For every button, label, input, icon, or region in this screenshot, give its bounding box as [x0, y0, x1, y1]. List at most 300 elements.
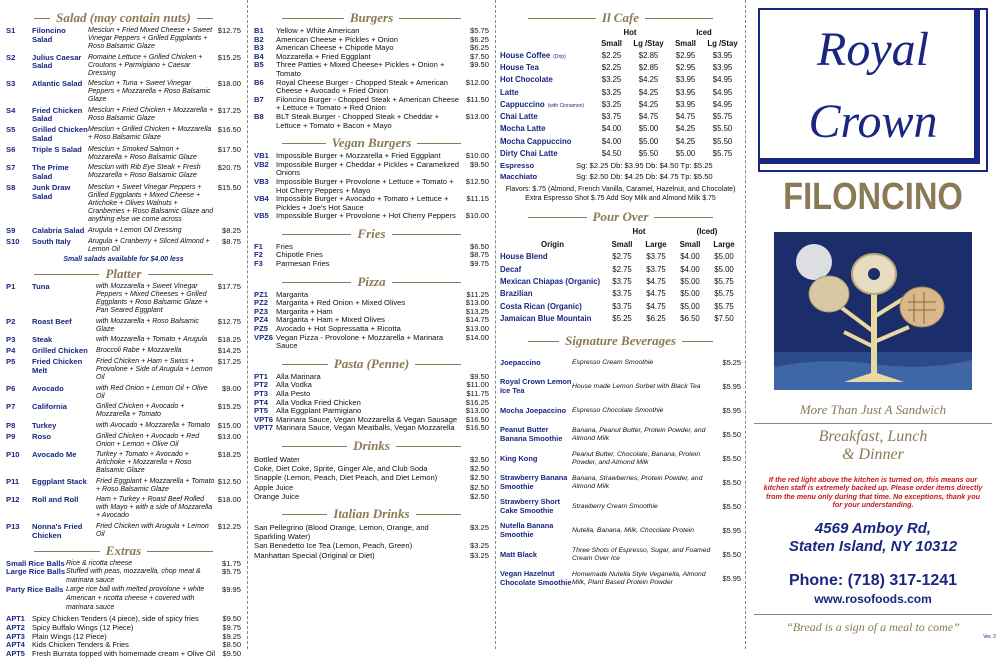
item-code: B8: [254, 111, 264, 121]
item-code: PZ2: [254, 298, 268, 308]
menu-item: [6, 227, 241, 236]
cafe-hot-header: Hot: [623, 28, 637, 37]
price-cell: $5.00: [680, 301, 700, 311]
item-price: $3.25: [469, 522, 489, 532]
cafe-row: [500, 123, 741, 135]
pour-row: [500, 250, 741, 262]
item-description: Grilled Chicken + Avocado + Red Onion + Lemon + Olive Oil: [96, 432, 200, 448]
price-cell: $2.85: [638, 62, 659, 72]
drink-name-text: Latte: [500, 87, 519, 97]
menu-item: [6, 336, 241, 345]
item-name: Royal Crown Lemon Ice Tea: [500, 377, 572, 395]
item-name: Joepaccino: [500, 357, 541, 367]
vegan-burgers-list: [254, 152, 489, 221]
item-description: with Red Onion + Lemon Oil + Olive Oil: [96, 384, 208, 400]
item-code: PZ1: [254, 289, 268, 299]
signature-item: [500, 472, 741, 494]
origin-name: Brazilian: [500, 289, 533, 299]
price-cell: $7.50: [714, 314, 734, 324]
item-price: $5.50: [722, 454, 741, 464]
signature-heading: Signature Beverages: [500, 333, 741, 348]
price-cell: $3.25: [601, 99, 622, 109]
item-name: Chipotle Fries: [276, 250, 323, 260]
pour-origin-header: Origin: [541, 239, 564, 249]
item-code: P12: [6, 495, 20, 505]
pasta-list: [254, 373, 489, 433]
item-price: $13.00: [465, 324, 489, 334]
item-price: $9.50: [469, 60, 489, 70]
item-name: Atlantic Salad: [32, 79, 83, 88]
item-name: Yellow + White American: [276, 26, 360, 35]
item-price: $11.25: [466, 289, 489, 299]
price-cell: $6.50: [680, 314, 700, 324]
cafe-small-header: Small: [601, 39, 622, 48]
item-description: with Avocado + Mozzarella + Tomato: [96, 421, 211, 429]
item-name: King Kong: [500, 453, 538, 463]
item-price: $18.00: [217, 79, 241, 88]
price-cell: $4.25: [638, 75, 659, 85]
appetizer-item: [6, 650, 241, 658]
item-price: $5.50: [722, 430, 741, 440]
fries-list: [254, 243, 489, 269]
signature-item: [500, 448, 741, 470]
menu-item: [6, 496, 241, 520]
item-code: PT2: [254, 380, 268, 390]
price-cell: $3.95: [712, 62, 733, 72]
item-code: S6: [6, 144, 16, 154]
item-price: $17.25: [217, 105, 241, 115]
item-name: Apple Juice: [254, 482, 294, 492]
item-name: Fries: [276, 241, 293, 251]
price-cell: $3.95: [675, 87, 696, 97]
menu-item: [6, 126, 241, 143]
item-price: $8.50: [222, 640, 241, 650]
price-cell: $5.00: [675, 149, 696, 159]
price-cell: $3.75: [612, 276, 632, 286]
cafe-row: [500, 49, 741, 61]
price-cell: $3.25: [601, 75, 622, 85]
price-cell: $4.25: [675, 124, 696, 134]
item-description: Mesclun + Fried Mixed Cheese + Sweet Vinegar Peppers + Grilled Eggplants + Roso Balsamic Glaze: [88, 27, 213, 50]
item-price: $20.75: [217, 163, 241, 173]
item-price: $12.75: [217, 26, 241, 35]
item-description: Turkey + Tomato + Avocado + Artichoke + Mozzarella + Roso Balsamic Glaze: [96, 451, 192, 475]
item-name: Party Rice Balls: [6, 585, 64, 595]
item-code: PT1: [254, 371, 268, 381]
item-price: $11.00: [466, 380, 489, 390]
price-cell: $3.75: [601, 112, 622, 122]
item-description: Arugula + Cranberry + Sliced Almond + Lemon Oil: [88, 237, 210, 253]
cafe-table: [500, 27, 741, 160]
origin-name: Jamaican Blue Mountain: [500, 314, 592, 324]
item-price: $5.75: [469, 26, 489, 35]
item-name: Grilled Chicken: [32, 346, 88, 356]
price-cell: $4.00: [601, 136, 622, 146]
drink-name: [500, 123, 593, 135]
item-code: P2: [6, 316, 16, 326]
item-price: $5.50: [722, 550, 741, 560]
item-price: $6.25: [469, 34, 489, 44]
price-cell: $4.25: [638, 87, 659, 97]
item-price: $9.95: [221, 585, 241, 595]
price-cell: $4.00: [601, 124, 622, 134]
price-cell: $4.75: [646, 289, 666, 299]
tagline: More Than Just A Sandwich: [799, 402, 947, 417]
item-price: $15.25: [217, 402, 241, 412]
pizza-list: [254, 291, 489, 351]
item-name: Kids Chicken Tenders & Fries: [32, 640, 129, 650]
item-name: Margarita: [276, 289, 309, 299]
item-code: PZ4: [254, 315, 268, 325]
item-description: Espresso Cream Smoothie: [572, 358, 654, 366]
drink-note: (Drip): [553, 53, 566, 60]
extras-heading: Extras: [6, 543, 241, 558]
item-name: Coke, Diet Coke, Sprite, Ginger Ale, and Club Soda: [254, 464, 428, 474]
item-price: $16.50: [217, 125, 241, 135]
menu-item: [6, 238, 241, 254]
item-code: PZ3: [254, 306, 268, 316]
item-description: Homemade Nutella Style Veganella, Almond Milk, Plant Based Protein Powder: [572, 570, 706, 586]
price-cell: $3.75: [612, 289, 632, 299]
website-link[interactable]: www.rosofoods.com: [814, 592, 932, 606]
pour-over-heading: Pour Over: [500, 209, 741, 224]
cafe-large-header: Lg /Stay: [707, 39, 738, 48]
item-name: Royal Cheese Burger - Chopped Steak + American Cheese + Avocado + Fried Onion: [276, 77, 449, 96]
drink-name-text: Hot Chocolate: [500, 75, 553, 85]
item-price: $5.50: [722, 478, 741, 488]
item-name: Impossible Burger + Mozzarella + Fried Eggplant: [276, 151, 441, 161]
pour-small-header: Small: [679, 239, 701, 249]
item-price: $13.00: [217, 431, 241, 441]
price-cell: $5.50: [712, 124, 733, 134]
item-price: $1.75: [221, 558, 241, 568]
item-name: Fresh Burrata topped with homemade cream + Olive Oil: [32, 648, 215, 658]
kitchen-warning: If the red light above the kitchen is turned on, this means our kitchen staff is extremely backed up. Please order items directly from the menu only during that time. No exceptions, thank you for your understanding.: [763, 475, 983, 510]
cafe-large-header: Lg /Stay: [633, 39, 664, 48]
espresso-row: Espresso Sg: $2.25 Db: $3.95 Db: $4.50 Tp: $5.25: [500, 160, 713, 170]
item-description: Arugula + Lemon Oil Dressing: [88, 226, 182, 234]
item-price: $18.25: [217, 335, 241, 345]
pizza-heading: Pizza: [254, 274, 489, 289]
price-cell: $5.00: [714, 252, 734, 262]
item-description: Ham + Turkey + Roast Beef Rolled with Mayo + with a side of Mozzarella + Avocado: [96, 496, 213, 520]
item-price: $16.25: [465, 397, 489, 407]
item-code: S8: [6, 183, 16, 193]
item-code: B3: [254, 43, 264, 53]
vegan-heading: Vegan Burgers: [254, 135, 489, 150]
divider: [754, 423, 992, 424]
item-name: Margarita + Red Onion + Mixed Olives: [276, 298, 406, 308]
item-description: Three Shots of Espresso, Sugar, and Foamed Cream Over Ice: [572, 546, 711, 562]
menu-item: [6, 54, 241, 78]
pour-row: [500, 312, 741, 324]
item-description: Peanut Butter, Chocolate, Banana, Protein Powder, and Almond Milk: [572, 450, 701, 466]
price-cell: $2.25: [601, 62, 622, 72]
item-code: VB1: [254, 151, 269, 161]
flavors-note: Flavors: $.75 (Almond, French Vanilla, Caramel, Hazelnut, and Chocolate) Extra Espresso Shot $.75 Add Soy Milk and Almond Milk $.75: [505, 185, 736, 202]
item-code: P1: [6, 282, 16, 292]
item-name: Strawberry Short Cake Smoothie: [500, 497, 560, 515]
price-cell: $3.95: [675, 75, 696, 85]
signature-item: [500, 352, 741, 374]
price-cell: $3.75: [646, 264, 666, 274]
item-name: Alla Eggplant Parmigiano: [276, 406, 362, 416]
drink-item: [254, 523, 489, 541]
item-price: $2.50: [469, 482, 489, 492]
item-price: $11.15: [466, 194, 489, 204]
item-price: $17.50: [217, 144, 241, 154]
item-description: Fried Chicken + Ham + Swiss + Provolone + Side of Arugula + Lemon Oil: [96, 358, 213, 382]
item-name: Alla Vodka: [276, 380, 312, 390]
price-cell: $5.75: [714, 276, 734, 286]
pour-large-header: Large: [713, 239, 735, 249]
menu-item: [254, 424, 489, 433]
pour-row: [500, 275, 741, 287]
brand-column: [746, 0, 1000, 649]
cafe-row: [500, 74, 741, 86]
drink-name-text: House Tea: [500, 62, 539, 72]
drink-name: [500, 74, 593, 86]
menu-item: [6, 27, 241, 51]
item-price: $16.50: [465, 423, 489, 433]
drink-item: [254, 473, 489, 482]
menu-item: [6, 184, 241, 224]
price-cell: $4.25: [675, 136, 696, 146]
item-price: $18.00: [217, 495, 241, 505]
menu-item: [6, 107, 241, 124]
item-price: $8.75: [221, 236, 241, 246]
item-name: Grilled Chicken Salad: [32, 125, 88, 143]
item-name: Calabria Salad: [32, 225, 85, 235]
drinks-heading: Drinks: [254, 438, 489, 453]
item-code: B5: [254, 60, 264, 70]
price-cell: $4.50: [601, 149, 622, 159]
item-code: P8: [6, 420, 16, 430]
menu-item: [6, 358, 241, 382]
item-name: Vegan Hazelnut Chocolate Smoothie: [500, 569, 572, 587]
item-price: $9.50: [469, 371, 489, 381]
item-price: $13.00: [465, 111, 489, 121]
price-cell: $4.95: [712, 75, 733, 85]
origin-name: Decaf: [500, 264, 522, 274]
item-code: VPT6: [254, 414, 273, 424]
price-cell: $5.75: [712, 112, 733, 122]
item-name: Bottled Water: [254, 454, 300, 464]
item-price: $12.50: [217, 476, 241, 486]
item-price: $5.25: [722, 358, 741, 368]
platter-heading: Platter: [6, 266, 241, 281]
cafe-iced-header: Iced: [696, 28, 712, 37]
origin-name: House Blend: [500, 252, 548, 262]
drink-item: [254, 551, 489, 560]
item-name: Impossible Burger + Provolone + Hot Cherry Peppers: [276, 211, 456, 221]
pour-over-table: [500, 226, 741, 325]
item-price: $5.95: [722, 574, 741, 584]
item-price: $8.25: [221, 225, 241, 235]
menu-item: [254, 79, 489, 96]
item-price: $9.50: [469, 159, 489, 169]
item-code: APT1: [6, 614, 25, 624]
item-description: Espresso Chocolate Smoothie: [572, 406, 664, 414]
item-description: Fried Eggplant + Mozzarella + Tomato + Roso Balsamic Glaze: [96, 477, 215, 493]
price-cell: $2.85: [638, 50, 659, 60]
item-price: $5.50: [722, 502, 741, 512]
signature-item: [500, 496, 741, 518]
origin-name: Costa Rican (Organic): [500, 301, 582, 311]
item-description: House made Lemon Sorbet with Black Tea: [572, 382, 701, 390]
item-name: Small Rice Balls: [6, 558, 65, 568]
item-price: $9.75: [469, 259, 489, 269]
bread-quote: “Bread is a sign of a meal to come”: [786, 620, 960, 634]
cafe-row: [500, 110, 741, 122]
menu-item: [6, 451, 241, 475]
price-cell: $3.95: [712, 50, 733, 60]
item-price: $8.75: [469, 250, 489, 260]
item-code: B7: [254, 94, 264, 104]
item-price: $6.50: [469, 241, 489, 251]
item-name: Roso: [32, 431, 51, 441]
item-description: Mesclun + Sweet Vinegar Peppers + Grilled Eggplants + Mixed Cheese + Artichoke + Olives Walnuts + Cranberries + Roso Balsamic Glaze and anything else we come across: [88, 184, 214, 224]
small-salad-note: Small salads available for $4.00 less: [63, 256, 184, 264]
item-price: $15.50: [217, 183, 241, 193]
drink-item: [254, 483, 489, 492]
item-name: Large Rice Balls: [6, 567, 66, 577]
item-description: Stuffed with peas, mozzarella, chop meat & marinara sauce: [66, 568, 201, 585]
item-name: Strawberry Banana Smoothie: [500, 473, 568, 491]
price-cell: $5.00: [714, 264, 734, 274]
price-cell: $5.00: [638, 124, 659, 134]
pour-row: [500, 263, 741, 275]
item-description: Nutella, Banana, Milk, Chocolate Protein: [572, 526, 695, 534]
price-cell: $3.75: [646, 252, 666, 262]
drink-name-text: Dirty Chai Latte: [500, 149, 558, 159]
item-price: $13.00: [465, 406, 489, 416]
item-name: Filoncino Burger - Chopped Steak + American Cheese + Lettuce + Tomato + Red Onion: [276, 94, 459, 113]
price-cell: $2.75: [612, 264, 632, 274]
item-name: Manhattan Special (Original or Diet): [254, 550, 375, 560]
item-price: $11.50: [466, 94, 489, 104]
price-cell: $5.75: [714, 289, 734, 299]
signature-item: [500, 376, 741, 398]
drink-name-text: Cappuccino: [500, 99, 545, 109]
item-price: $2.50: [469, 454, 489, 464]
item-name: Impossible Burger + Provolone + Lettuce + Tomato + Hot Cherry Peppers + Mayo: [276, 176, 454, 195]
item-code: P13: [6, 521, 20, 531]
menu-item: [6, 283, 241, 315]
cafe-heading: Il Cafe: [500, 10, 741, 25]
menu-item: [254, 61, 489, 78]
bread-tree-artwork: [774, 232, 972, 390]
extras-list: [6, 560, 241, 613]
item-price: $16.50: [465, 414, 489, 424]
macchiato-row: Macchiato Sg: $2.50 Db: $4.25 Db: $4.75 Tp: $5.50: [500, 172, 713, 182]
item-description: Fried Chicken with Arugula + Lemon Oil: [96, 522, 209, 538]
cafe-row: [500, 147, 741, 159]
item-code: VB5: [254, 211, 269, 221]
drink-name-text: Chai Latte: [500, 112, 538, 122]
signature-item: [500, 520, 741, 542]
item-price: $11.75: [466, 389, 489, 398]
item-code: B6: [254, 77, 264, 87]
item-code: B1: [254, 26, 264, 35]
item-price: $5.95: [722, 406, 741, 416]
menu-item: [6, 385, 241, 401]
menu-item: [254, 113, 489, 130]
item-name: Eggplant Stack: [32, 476, 87, 486]
price-cell: $5.00: [638, 136, 659, 146]
item-code: P6: [6, 383, 16, 393]
pour-large-header: Large: [645, 239, 667, 249]
item-name: Alla Marinara: [276, 371, 321, 381]
price-cell: $5.00: [680, 276, 700, 286]
signature-item: [500, 568, 741, 590]
brand-name: FILONCINO: [783, 176, 963, 218]
meal-times: Breakfast, Lunch & Dinner: [818, 428, 928, 463]
item-code: PT3: [254, 389, 268, 398]
item-description: Rice & ricotta cheese: [66, 559, 133, 567]
burgers-heading: Burgers: [254, 10, 489, 25]
menu-item: [6, 164, 241, 181]
item-name: San Benedetto Ice Tea (Lemon, Peach, Green): [254, 541, 413, 551]
price-cell: $2.25: [601, 50, 622, 60]
drink-item: [254, 492, 489, 501]
item-description: Mesclun + Grilled Chicken + Mozzarella + Roso Balsamic Glaze: [88, 126, 212, 142]
drink-name-text: Mocha Latte: [500, 124, 546, 134]
pour-row: [500, 300, 741, 312]
menu-item: [254, 96, 489, 113]
item-price: $14.75: [465, 315, 489, 325]
signature-list: [500, 352, 741, 590]
price-cell: $5.75: [712, 149, 733, 159]
menu-item: [254, 161, 489, 178]
pour-iced-header: (Iced): [696, 227, 718, 237]
item-name: Filoncino Salad: [32, 26, 66, 44]
menu-item: [6, 478, 241, 494]
item-code: P3: [6, 335, 16, 345]
drink-name: [500, 61, 593, 73]
drink-name-text: Mocha Cappuccino: [500, 136, 572, 146]
item-price: $17.25: [217, 357, 241, 367]
menu-item: [6, 146, 241, 162]
pour-hot-header: Hot: [632, 227, 646, 237]
item-code: P5: [6, 357, 16, 367]
item-name: Nutella Banana Smoothie: [500, 521, 554, 539]
item-description: Mesclun with Rib Eye Steak + Fresh Mozzarella + Roso Balsamic Glaze: [88, 164, 201, 180]
price-cell: $4.75: [646, 276, 666, 286]
menu-column-3: [496, 0, 746, 649]
item-price: $17.75: [217, 282, 241, 292]
drink-name: [500, 98, 593, 110]
item-name: Spicy Buffalo Wings (12 Piece): [32, 623, 134, 632]
item-code: S2: [6, 52, 16, 62]
platter-list: [6, 283, 241, 540]
price-cell: $4.75: [646, 301, 666, 311]
item-code: F3: [254, 259, 263, 269]
item-code: P7: [6, 402, 16, 412]
pour-small-header: Small: [611, 239, 633, 249]
item-name: Avocado: [32, 383, 64, 393]
item-code: F1: [254, 241, 263, 251]
item-description: with Mozzarella + Tomato + Arugula: [96, 336, 208, 344]
item-code: PT4: [254, 397, 268, 407]
item-price: $2.50: [469, 473, 489, 483]
drinks-list: [254, 455, 489, 501]
menu-item: [6, 433, 241, 449]
item-name: Snapple (Lemon, Peach, Diet Peach, and Diet Lemon): [254, 473, 438, 483]
item-price: $10.00: [465, 211, 489, 221]
drink-note: (with Cinnamon): [547, 102, 585, 109]
menu-column-2: [248, 0, 496, 649]
